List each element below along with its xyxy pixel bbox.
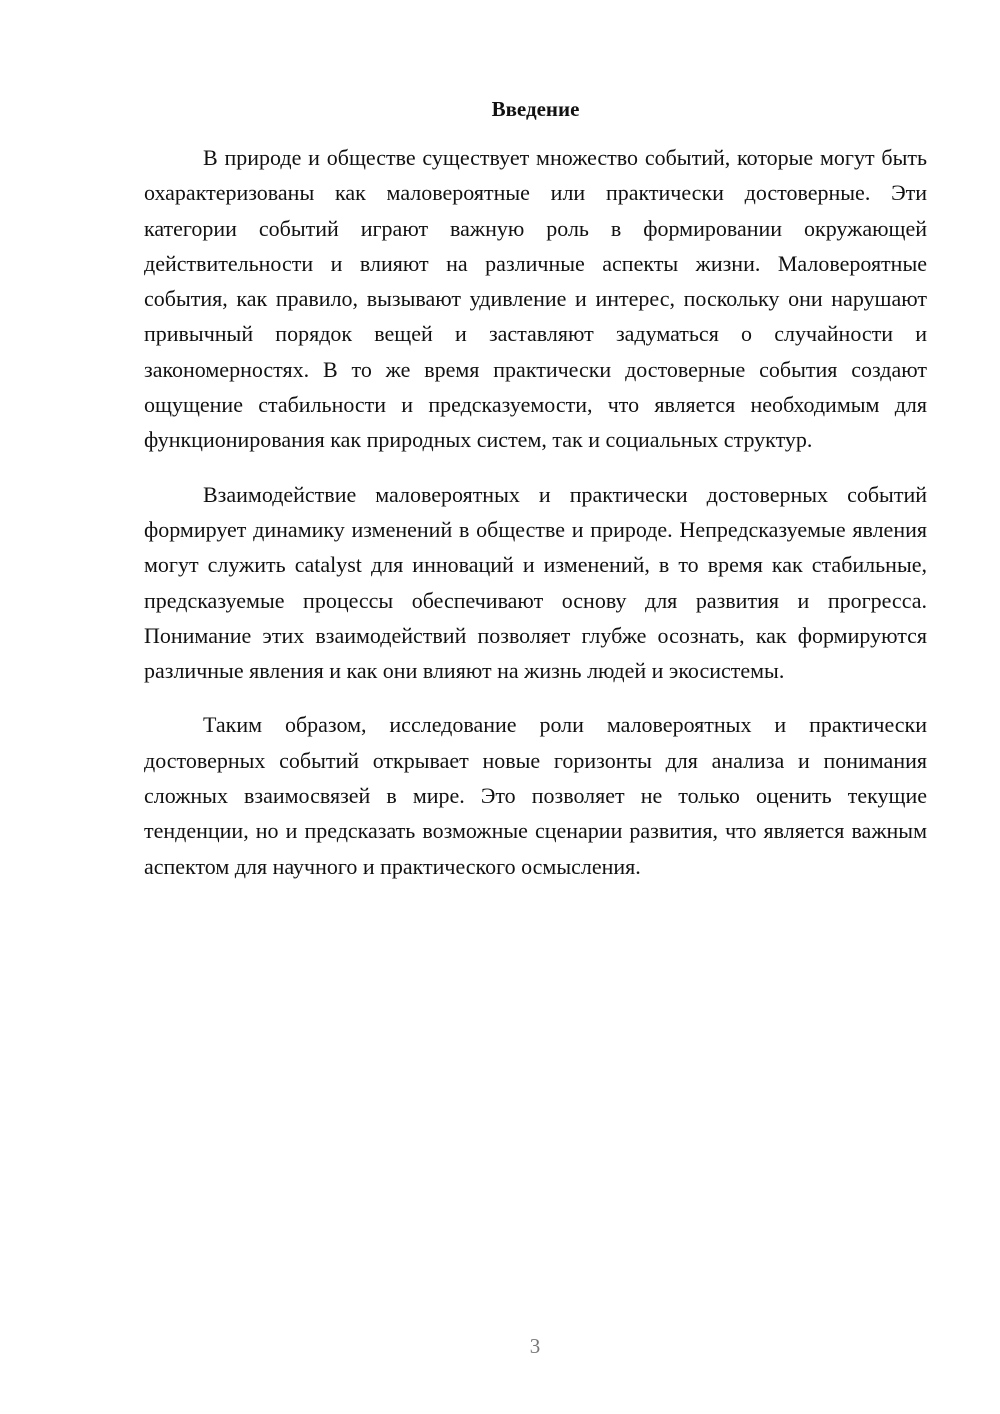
paragraph-2: Взаимодействие маловероятных и практически достоверных событий формирует динамику изменений в обществе и природе. Непредсказуемые явления могут служить catalyst для инноваций и изменений, в то время как стабильные, предсказуемые процессы обеспечивают основу для развития и прогресса. Понимание этих взаимодействий позволяет глубже осознать, как формируются различные явления и как они влияют на жизнь людей и экосистемы. — [144, 481, 927, 684]
paragraph-3: Таким образом, исследование роли маловероятных и практически достоверных событий открывает новые горизонты для анализа и понимания сложных взаимосвязей в мире. Это позволяет не только оценить текущие тенденции, но и предсказать возможные сценарии развития, что является важным аспектом для научного и практического осмысления. — [144, 712, 927, 879]
page-content — [144, 92, 927, 903]
section-title: Введение — [491, 97, 580, 121]
paragraph-1: В природе и обществе существует множество событий, которые могут быть охарактеризованы как маловероятные или практически достоверные. Эти категории событий играют важную роль в формировании окружающей действительности и влияют на различные аспекты жизни. Маловероятные события, как правило, вызывают удивление и интерес, поскольку они нарушают привычный порядок вещей и заставляют задуматься о случайности и закономерностях. В то же время практически достоверные события создают ощущение стабильности и предсказуемости, что является необходимым для функционирования как природных систем, так и социальных структур. — [144, 145, 927, 453]
page-number: 3 — [529, 1334, 541, 1358]
